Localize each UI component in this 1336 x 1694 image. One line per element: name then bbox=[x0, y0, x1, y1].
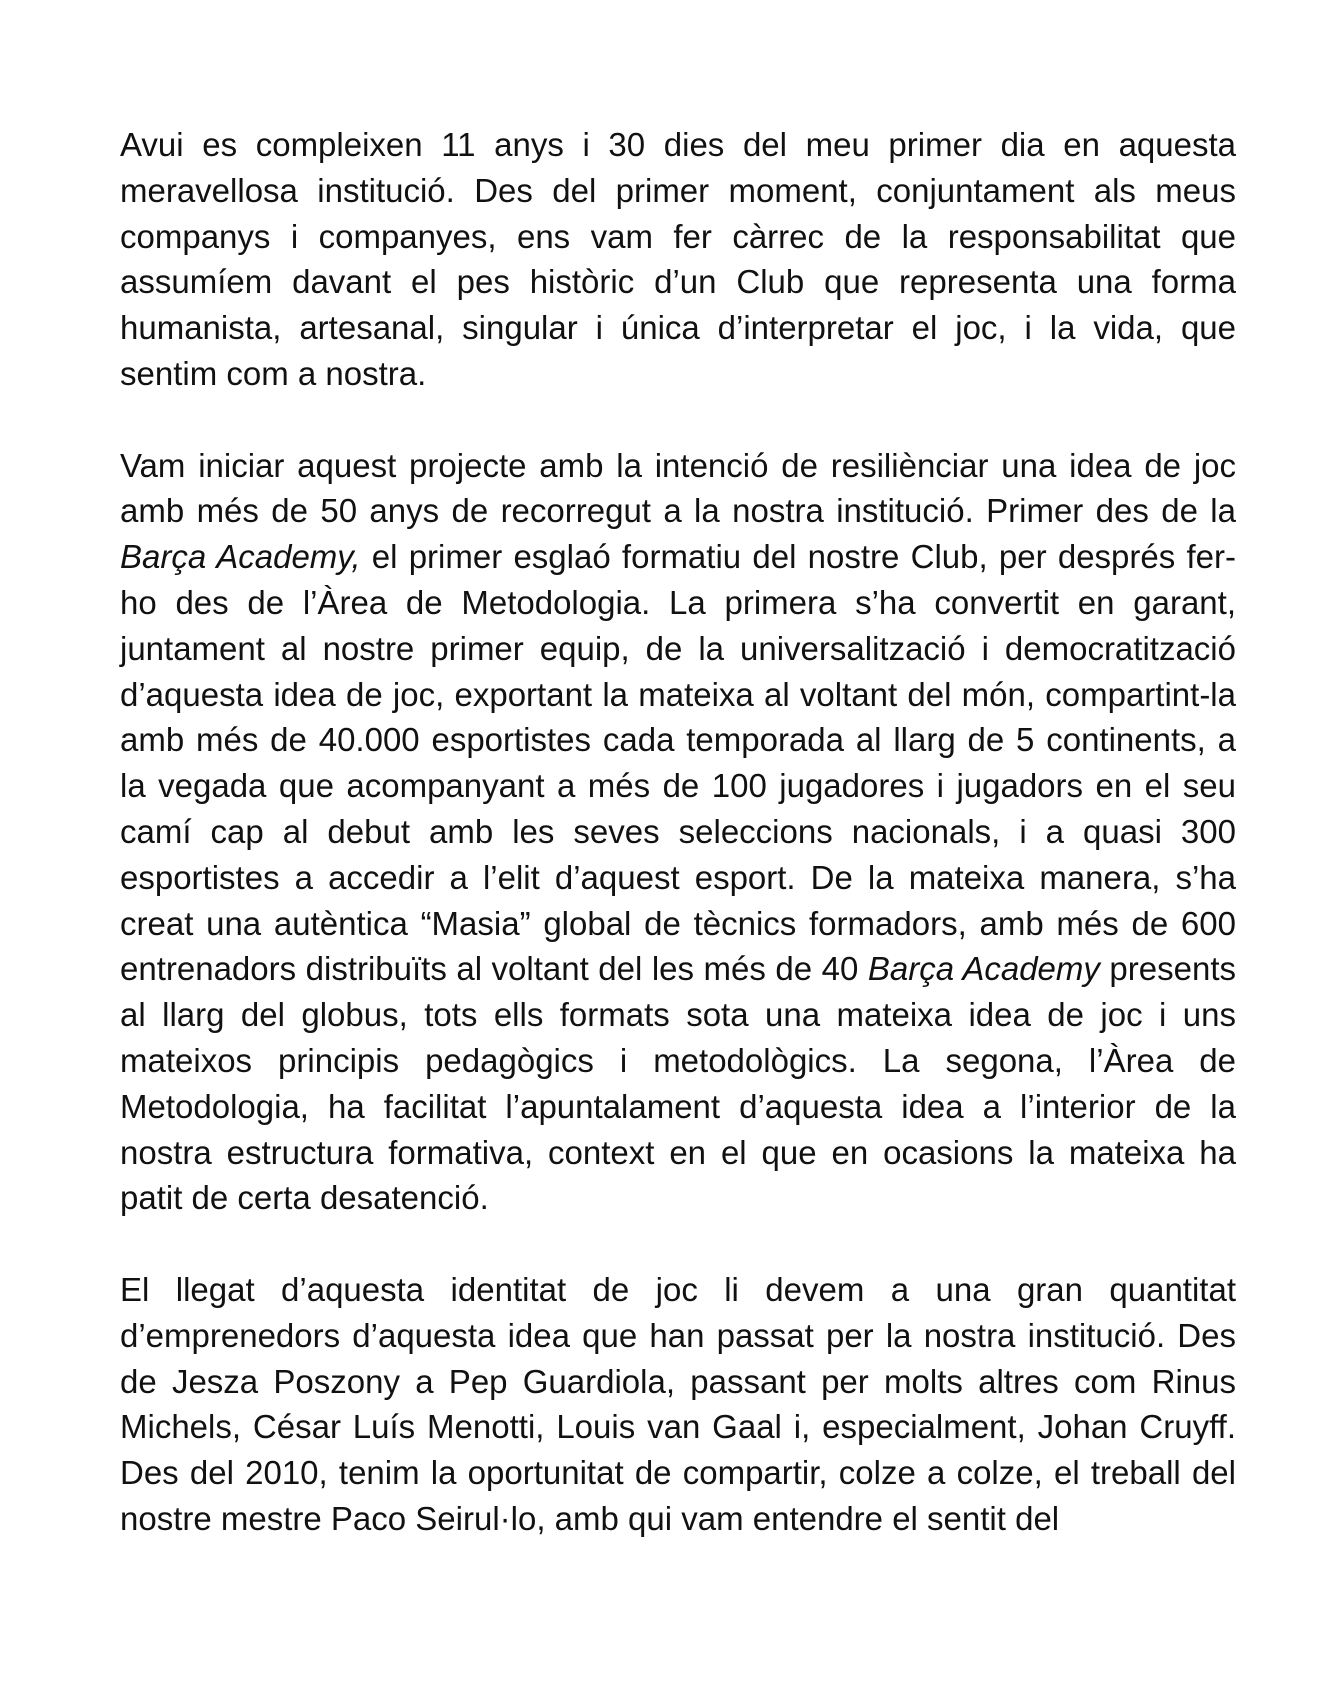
paragraph-2-italic-barca-academy-2: Barça Academy bbox=[867, 950, 1100, 988]
paragraph-2-text-b: el primer esglaó formatiu del nostre Club, per després fer-ho des de l’Àrea de Metodologia. La primera s’ha convertit en garant, juntament al nostre primer equip, de la universalització i democratització d’aquesta idea de joc, exportant la mateixa al voltant del món, compartint-la amb més de 40.000 esportistes cada temporada al llarg de 5 continents, a la vegada que acompanyant a més de 100 jugadores i jugadors en el seu camí cap al debut amb les seves seleccions nacionals, i a quasi 300 esportistes a accedir a l’elit d’aquest esport. De la mateixa manera, s’ha creat una autèntica “Masia” global de tècnics formadors, amb més de 600 entrenadors distribuïts al voltant del les més de 40 bbox=[120, 538, 1236, 988]
paragraph-1 bbox=[120, 122, 1236, 397]
paragraph-3-text: El llegat d’aquesta identitat de joc li devem a una gran quantitat d’emprenedors d’aquesta idea que han passat per la nostra institució. Des de Jesza Poszony a Pep Guardiola, passant per molts altres com Rinus Michels, César Luís Menotti, Louis van Gaal i, especialment, Johan Cruyff. Des del 2010, tenim la oportunitat de compartir, colze a colze, el treball del nostre mestre Paco Seirul·lo, amb qui vam entendre el sentit del bbox=[120, 1270, 1236, 1537]
paragraph-3 bbox=[120, 1267, 1236, 1542]
paragraph-2 bbox=[120, 443, 1236, 1222]
paragraph-2-text-c: presents al llarg del globus, tots ells formats sota una mateixa idea de joc i uns mateixos principis pedagògics i metodològics. La segona, l’Àrea de Metodologia, ha facilitat l’apuntalament d’aquesta idea a l’interior de la nostra estructura formativa, context en el que en ocasions la mateixa ha patit de certa desatenció. bbox=[120, 950, 1236, 1217]
document-page bbox=[120, 122, 1236, 1542]
paragraph-2-italic-barca-academy: Barça Academy, bbox=[120, 538, 361, 576]
paragraph-1-text: Avui es compleixen 11 anys i 30 dies del meu primer dia en aquesta meravellosa institució. Des del primer moment, conjuntament als meus companys i companyes, ens vam fer càrrec de la responsabilitat que assumíem davant el pes històric d’un Club que representa una forma humanista, artesanal, singular i única d’interpretar el joc, i la vida, que sentim com a nostra. bbox=[120, 126, 1236, 392]
paragraph-2-text-a: Vam iniciar aquest projecte amb la intenció de resiliènciar una idea de joc amb més de 50 anys de recorregut a la nostra institució. Primer des de la bbox=[120, 446, 1236, 530]
